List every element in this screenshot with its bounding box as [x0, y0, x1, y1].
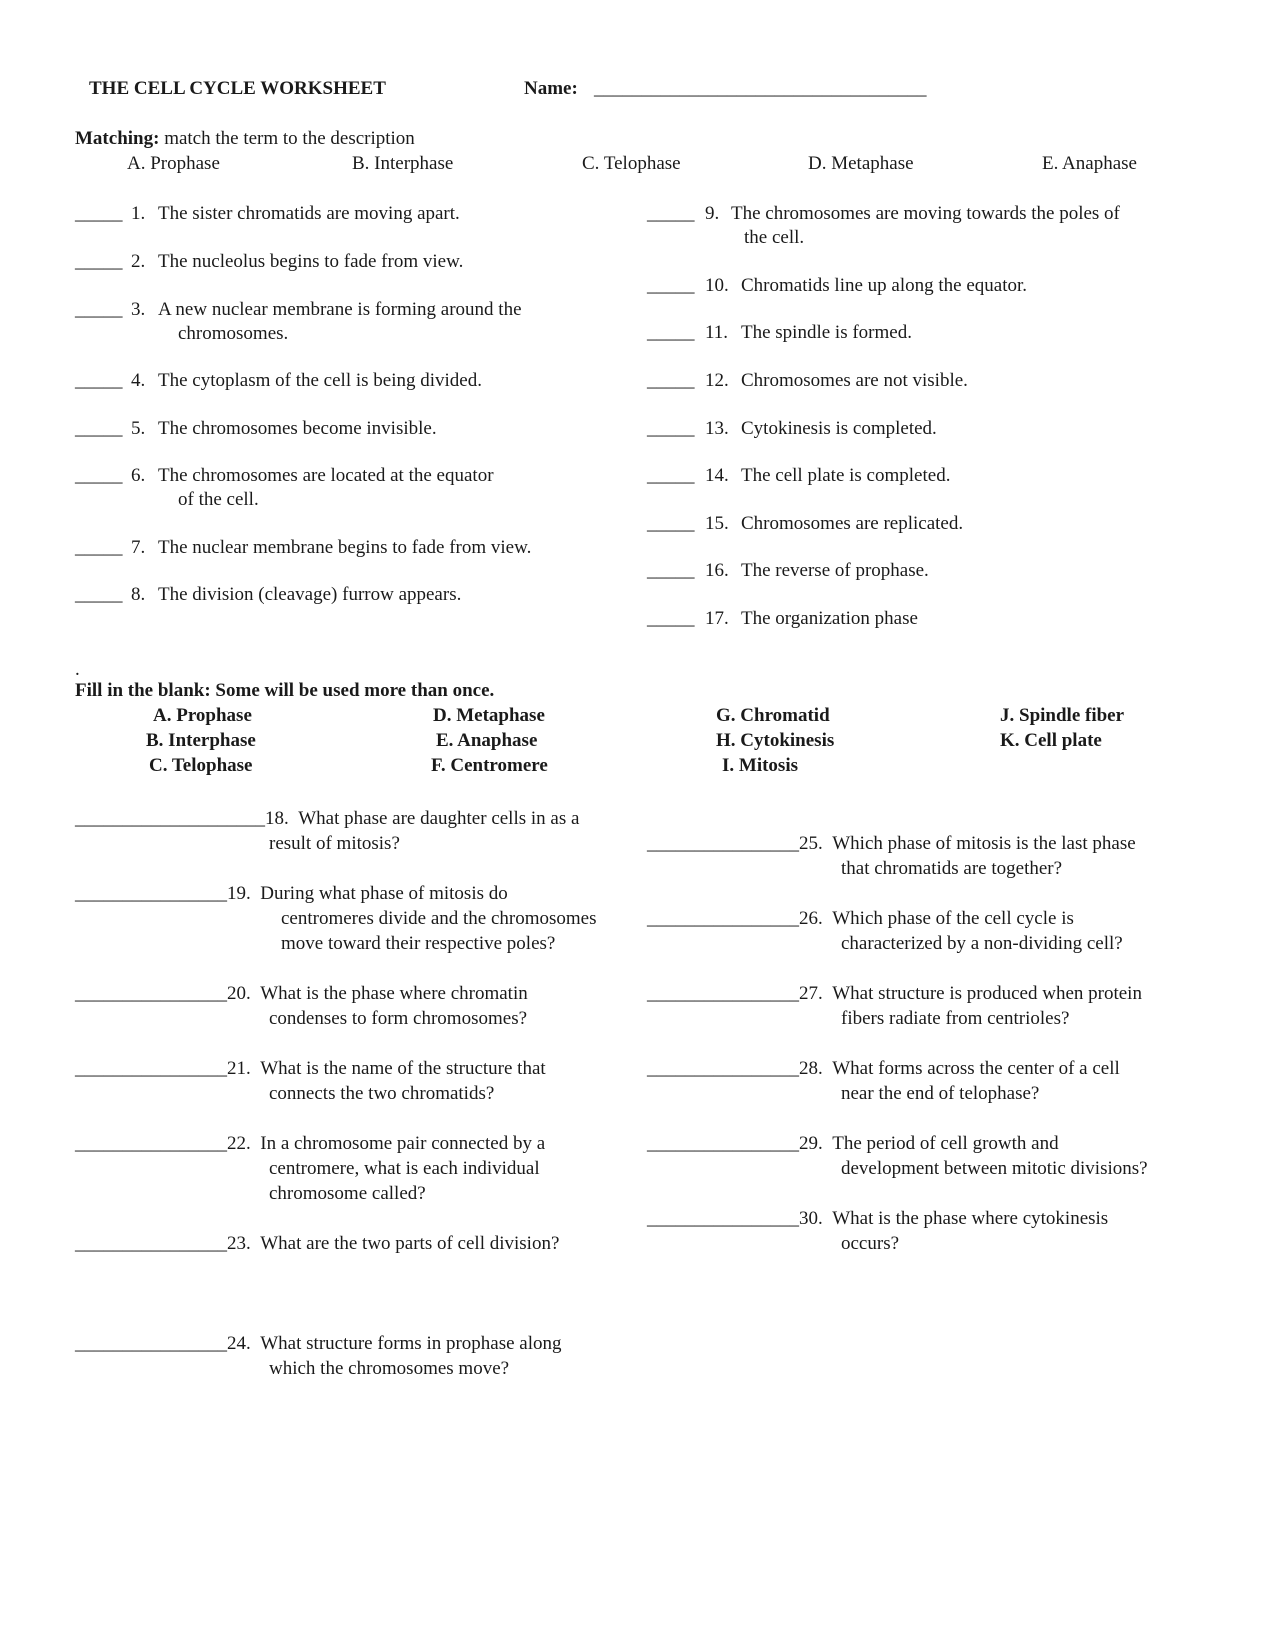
matching-item-right-number: 10. — [705, 275, 729, 296]
fill-question-right-text: occurs? — [841, 1233, 900, 1254]
fill-question-right-first-line — [647, 831, 1136, 856]
fill-option-k: K. Cell plate — [1000, 730, 1102, 751]
fill-question-right-text: fibers radiate from centrioles? — [841, 1008, 1070, 1029]
fill-question-left-text: connects the two chromatids? — [269, 1083, 495, 1104]
matching-item-left-answer-blank[interactable]: _____ — [75, 370, 123, 391]
fill-question-right-answer-blank[interactable]: ________________ — [647, 833, 799, 854]
fill-question-left-number: 18. — [265, 808, 289, 829]
fill-question-left-text: What are the two parts of cell division? — [260, 1233, 560, 1254]
matching-item-left-number: 5. — [131, 418, 146, 439]
fill-question-left-number: 22. — [227, 1133, 251, 1154]
fill-question-left-number: 20. — [227, 983, 251, 1004]
matching-item-right-text: The organization phase — [741, 608, 918, 629]
fill-question-left-text: centromeres divide and the chromosomes — [281, 908, 597, 929]
fill-question-right-text: Which phase of the cell cycle is — [832, 908, 1074, 929]
matching-item-left-number: 6. — [131, 465, 146, 486]
fill-question-left-first-line — [75, 1231, 559, 1256]
matching-option-b: B. Interphase — [352, 153, 454, 174]
fill-question-right-text: that chromatids are together? — [841, 858, 1063, 879]
fill-question-right-first-line — [647, 981, 1142, 1006]
matching-item-left-answer-blank[interactable]: _____ — [75, 299, 123, 320]
fill-option-e: E. Anaphase — [436, 730, 538, 751]
fill-question-left-answer-blank[interactable]: ________________ — [75, 983, 227, 1004]
name-label: Name: — [524, 78, 578, 99]
matching-item-right-text: Chromosomes are not visible. — [741, 370, 968, 391]
fill-question-right-number: 29. — [799, 1133, 823, 1154]
fill-question-left-answer-blank[interactable]: ________________ — [75, 1133, 227, 1154]
fill-question-left-text: result of mitosis? — [269, 833, 400, 854]
fill-question-right-answer-blank[interactable]: ________________ — [647, 1133, 799, 1154]
fill-question-right-text: The period of cell growth and — [832, 1133, 1059, 1154]
fill-question-right-text: Which phase of mitosis is the last phase — [832, 833, 1136, 854]
matching-item-left-number: 4. — [131, 370, 146, 391]
matching-item-right-number: 13. — [705, 418, 729, 439]
fill-question-left-number: 19. — [227, 883, 251, 904]
fill-question-left-answer-blank[interactable]: ________________ — [75, 1058, 227, 1079]
matching-item-left-text: The division (cleavage) furrow appears. — [158, 584, 462, 605]
matching-item-right-number: 16. — [705, 560, 729, 581]
matching-item-right-text: the cell. — [744, 227, 805, 248]
fill-question-right-answer-blank[interactable]: ________________ — [647, 1208, 799, 1229]
fill-question-left-first-line — [75, 1331, 562, 1356]
matching-option-e: E. Anaphase — [1042, 153, 1137, 174]
spacer — [251, 1133, 261, 1154]
worksheet-title: THE CELL CYCLE WORKSHEET — [89, 78, 386, 99]
matching-item-right-answer-blank[interactable]: _____ — [647, 560, 695, 581]
matching-item-left-text: A new nuclear membrane is forming around the — [158, 299, 522, 320]
fill-question-left-number: 21. — [227, 1058, 251, 1079]
fill-question-right-text: characterized by a non-dividing cell? — [841, 933, 1123, 954]
matching-item-right-text: The cell plate is completed. — [741, 465, 951, 486]
matching-item-left-text: The nucleolus begins to fade from view. — [158, 251, 464, 272]
matching-item-left-number: 8. — [131, 584, 146, 605]
matching-item-right-answer-blank[interactable]: _____ — [647, 370, 695, 391]
fill-question-right-text: near the end of telophase? — [841, 1083, 1040, 1104]
fill-question-right-answer-blank[interactable]: ________________ — [647, 983, 799, 1004]
fill-question-right-number: 28. — [799, 1058, 823, 1079]
matching-item-left-answer-blank[interactable]: _____ — [75, 465, 123, 486]
matching-instruction: match the term to the description — [164, 128, 415, 149]
spacer — [251, 1233, 261, 1254]
matching-item-right-answer-blank[interactable]: _____ — [647, 322, 695, 343]
spacer — [251, 1058, 261, 1079]
fill-option-f: F. Centromere — [431, 755, 548, 776]
fill-question-left-number: 24. — [227, 1333, 251, 1354]
fill-question-right-number: 26. — [799, 908, 823, 929]
fill-option-c: C. Telophase — [149, 755, 253, 776]
spacer — [823, 1208, 833, 1229]
matching-item-right-number: 9. — [705, 203, 720, 224]
fill-question-left-first-line — [75, 806, 579, 831]
fill-question-right-first-line — [647, 1056, 1120, 1081]
spacer — [823, 908, 833, 929]
fill-question-left-answer-blank[interactable]: ________________ — [75, 1233, 227, 1254]
matching-option-a: A. Prophase — [127, 153, 220, 174]
fill-question-right-text: What is the phase where cytokinesis — [832, 1208, 1109, 1229]
spacer — [251, 1333, 261, 1354]
matching-item-left-number: 7. — [131, 537, 146, 558]
matching-item-right-number: 14. — [705, 465, 729, 486]
fill-option-i: I. Mitosis — [722, 755, 798, 776]
matching-item-right-text: The spindle is formed. — [741, 322, 912, 343]
fill-question-left-text: What phase are daughter cells in as a — [298, 808, 580, 829]
matching-item-right-number: 12. — [705, 370, 729, 391]
matching-item-left-text: The chromosomes are located at the equator — [158, 465, 494, 486]
matching-item-right-text: Cytokinesis is completed. — [741, 418, 937, 439]
fill-question-left-answer-blank[interactable]: ________________ — [75, 1333, 227, 1354]
matching-item-left-answer-blank[interactable]: _____ — [75, 418, 123, 439]
fill-question-right-number: 27. — [799, 983, 823, 1004]
matching-item-left-text: chromosomes. — [178, 323, 289, 344]
fill-option-d: D. Metaphase — [433, 705, 545, 726]
matching-item-left-text: The chromosomes become invisible. — [158, 418, 437, 439]
fill-question-left-text: condenses to form chromosomes? — [269, 1008, 528, 1029]
fill-question-left-text: centromere, what is each individual — [269, 1158, 540, 1179]
matching-item-right-answer-blank[interactable]: _____ — [647, 513, 695, 534]
matching-item-right-answer-blank[interactable]: _____ — [647, 465, 695, 486]
fill-heading: Fill in the blank: Some will be used more than once. — [75, 680, 495, 701]
fill-question-left-answer-blank[interactable]: ________________ — [75, 883, 227, 904]
spacer — [823, 833, 833, 854]
fill-option-b: B. Interphase — [146, 730, 256, 751]
matching-item-left-number: 3. — [131, 299, 146, 320]
fill-option-a: A. Prophase — [153, 705, 252, 726]
matching-item-right-number: 15. — [705, 513, 729, 534]
matching-item-left-text: of the cell. — [178, 489, 259, 510]
fill-option-h: H. Cytokinesis — [716, 730, 835, 751]
fill-question-left-text: which the chromosomes move? — [269, 1358, 510, 1379]
fill-question-right-answer-blank[interactable]: ________________ — [647, 1058, 799, 1079]
fill-question-left-text: In a chromosome pair connected by a — [260, 1133, 546, 1154]
fill-question-left-text: move toward their respective poles? — [281, 933, 556, 954]
fill-option-j: J. Spindle fiber — [1000, 705, 1125, 726]
matching-item-right-answer-blank[interactable]: _____ — [647, 418, 695, 439]
matching-item-left-answer-blank[interactable]: _____ — [75, 251, 123, 272]
matching-heading-row — [75, 126, 415, 151]
fill-question-left-first-line — [75, 1056, 546, 1081]
matching-item-left-text: The sister chromatids are moving apart. — [158, 203, 460, 224]
matching-item-right-text: Chromatids line up along the equator. — [741, 275, 1028, 296]
fill-question-left-first-line — [75, 981, 528, 1006]
fill-question-right-text: What forms across the center of a cell — [832, 1058, 1120, 1079]
matching-item-right-answer-blank[interactable]: _____ — [647, 203, 695, 224]
fill-question-left-text: What structure forms in prophase along — [260, 1333, 562, 1354]
matching-item-right-answer-blank[interactable]: _____ — [647, 275, 695, 296]
fill-question-left-text: During what phase of mitosis do — [260, 883, 508, 904]
matching-item-right-text: Chromosomes are replicated. — [741, 513, 964, 534]
fill-question-right-text: What structure is produced when protein — [832, 983, 1142, 1004]
fill-question-left-first-line — [75, 1131, 545, 1156]
fill-question-right-first-line — [647, 1131, 1059, 1156]
fill-question-right-first-line — [647, 1206, 1108, 1231]
matching-item-right-number: 17. — [705, 608, 729, 629]
fill-question-left-number: 23. — [227, 1233, 251, 1254]
matching-heading: Matching: — [75, 128, 160, 149]
fill-question-right-number: 30. — [799, 1208, 823, 1229]
matching-item-right-answer-blank[interactable]: _____ — [647, 608, 695, 629]
fill-question-left-answer-blank[interactable]: ____________________ — [75, 808, 265, 829]
fill-question-left-text: chromosome called? — [269, 1183, 426, 1204]
fill-question-right-text: development between mitotic divisions? — [841, 1158, 1148, 1179]
fill-question-left-text: What is the name of the structure that — [260, 1058, 546, 1079]
matching-item-left-number: 2. — [131, 251, 146, 272]
matching-item-right-number: 11. — [705, 322, 729, 343]
spacer — [289, 808, 299, 829]
matching-option-c: C. Telophase — [582, 153, 681, 174]
spacer — [823, 1058, 833, 1079]
matching-item-left-text: The nuclear membrane begins to fade from view. — [158, 537, 532, 558]
fill-option-g: G. Chromatid — [716, 705, 830, 726]
spacer — [251, 983, 261, 1004]
fill-question-left-first-line — [75, 881, 508, 906]
matching-item-left-number: 1. — [131, 203, 146, 224]
matching-item-left-text: The cytoplasm of the cell is being divided. — [158, 370, 482, 391]
stray-dot: . — [75, 659, 80, 680]
matching-item-left-answer-blank[interactable]: _____ — [75, 537, 123, 558]
spacer — [823, 1133, 833, 1154]
fill-question-right-answer-blank[interactable]: ________________ — [647, 908, 799, 929]
fill-question-right-number: 25. — [799, 833, 823, 854]
matching-option-d: D. Metaphase — [808, 153, 914, 174]
matching-item-right-text: The reverse of prophase. — [741, 560, 929, 581]
fill-question-left-text: What is the phase where chromatin — [260, 983, 528, 1004]
spacer — [823, 983, 833, 1004]
matching-item-left-answer-blank[interactable]: _____ — [75, 584, 123, 605]
fill-question-right-first-line — [647, 906, 1074, 931]
matching-item-left-answer-blank[interactable]: _____ — [75, 203, 123, 224]
name-field[interactable]: ___________________________________ — [594, 78, 927, 99]
spacer — [251, 883, 261, 904]
matching-item-right-text: The chromosomes are moving towards the poles of — [731, 203, 1120, 224]
